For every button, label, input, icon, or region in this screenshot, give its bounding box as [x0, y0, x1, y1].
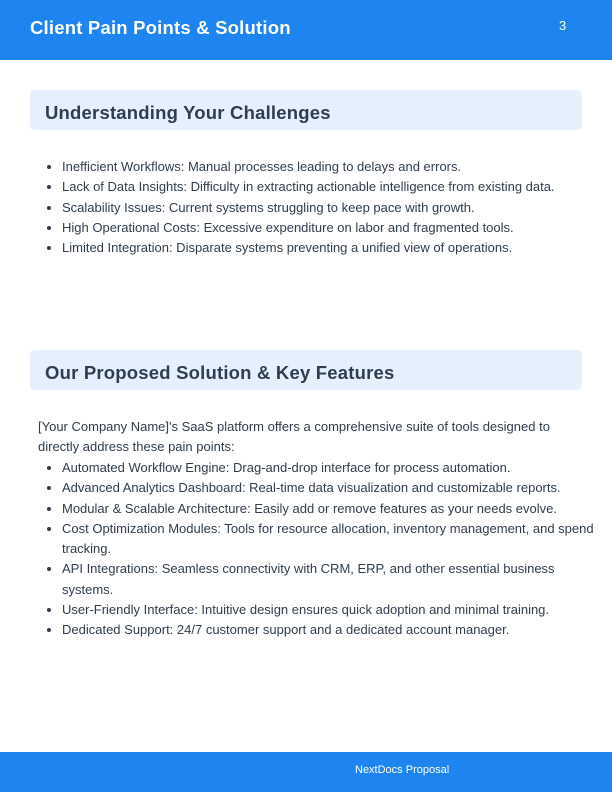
solution-intro: [Your Company Name]'s SaaS platform offers a comprehensive suite of tools designed to directly address these pain points:	[38, 419, 550, 455]
page-header-bar	[0, 0, 612, 60]
feature-item: • Cost Optimization Modules: Tools for resource allocation, inventory management, and spend tracking.	[62, 519, 602, 560]
features-list	[38, 458, 602, 641]
footer-text: NextDocs Proposal	[355, 764, 450, 776]
section-header-solution	[30, 350, 582, 390]
page-title: Client Pain Points & Solution	[30, 17, 291, 38]
feature-item: • Modular & Scalable Architecture: Easily add or remove features as your needs evolve.	[62, 499, 602, 519]
feature-item: • Advanced Analytics Dashboard: Real-time data visualization and customizable reports.	[62, 478, 602, 498]
challenge-item: • Inefficient Workflows: Manual processes leading to delays and errors.	[62, 157, 602, 177]
section-heading-challenges: Understanding Your Challenges	[45, 102, 331, 123]
challenge-item: • High Operational Costs: Excessive expenditure on labor and fragmented tools.	[62, 218, 602, 238]
feature-item: • Dedicated Support: 24/7 customer support and a dedicated account manager.	[62, 620, 602, 640]
page-footer-bar	[0, 752, 612, 792]
page-number: 3	[559, 18, 567, 33]
feature-item: • Automated Workflow Engine: Drag-and-drop interface for process automation.	[62, 458, 602, 478]
challenges-list	[38, 157, 602, 258]
section-header-challenges	[30, 90, 582, 130]
challenge-item: • Lack of Data Insights: Difficulty in extracting actionable intelligence from existing data.	[62, 177, 602, 197]
feature-item: • API Integrations: Seamless connectivity with CRM, ERP, and other essential business systems.	[62, 559, 602, 600]
challenge-item: • Scalability Issues: Current systems struggling to keep pace with growth.	[62, 198, 602, 218]
challenge-item: • Limited Integration: Disparate systems preventing a unified view of operations.	[62, 238, 602, 258]
section-heading-solution: Our Proposed Solution & Key Features	[45, 362, 395, 383]
feature-item: • User-Friendly Interface: Intuitive design ensures quick adoption and minimal training.	[62, 600, 602, 620]
